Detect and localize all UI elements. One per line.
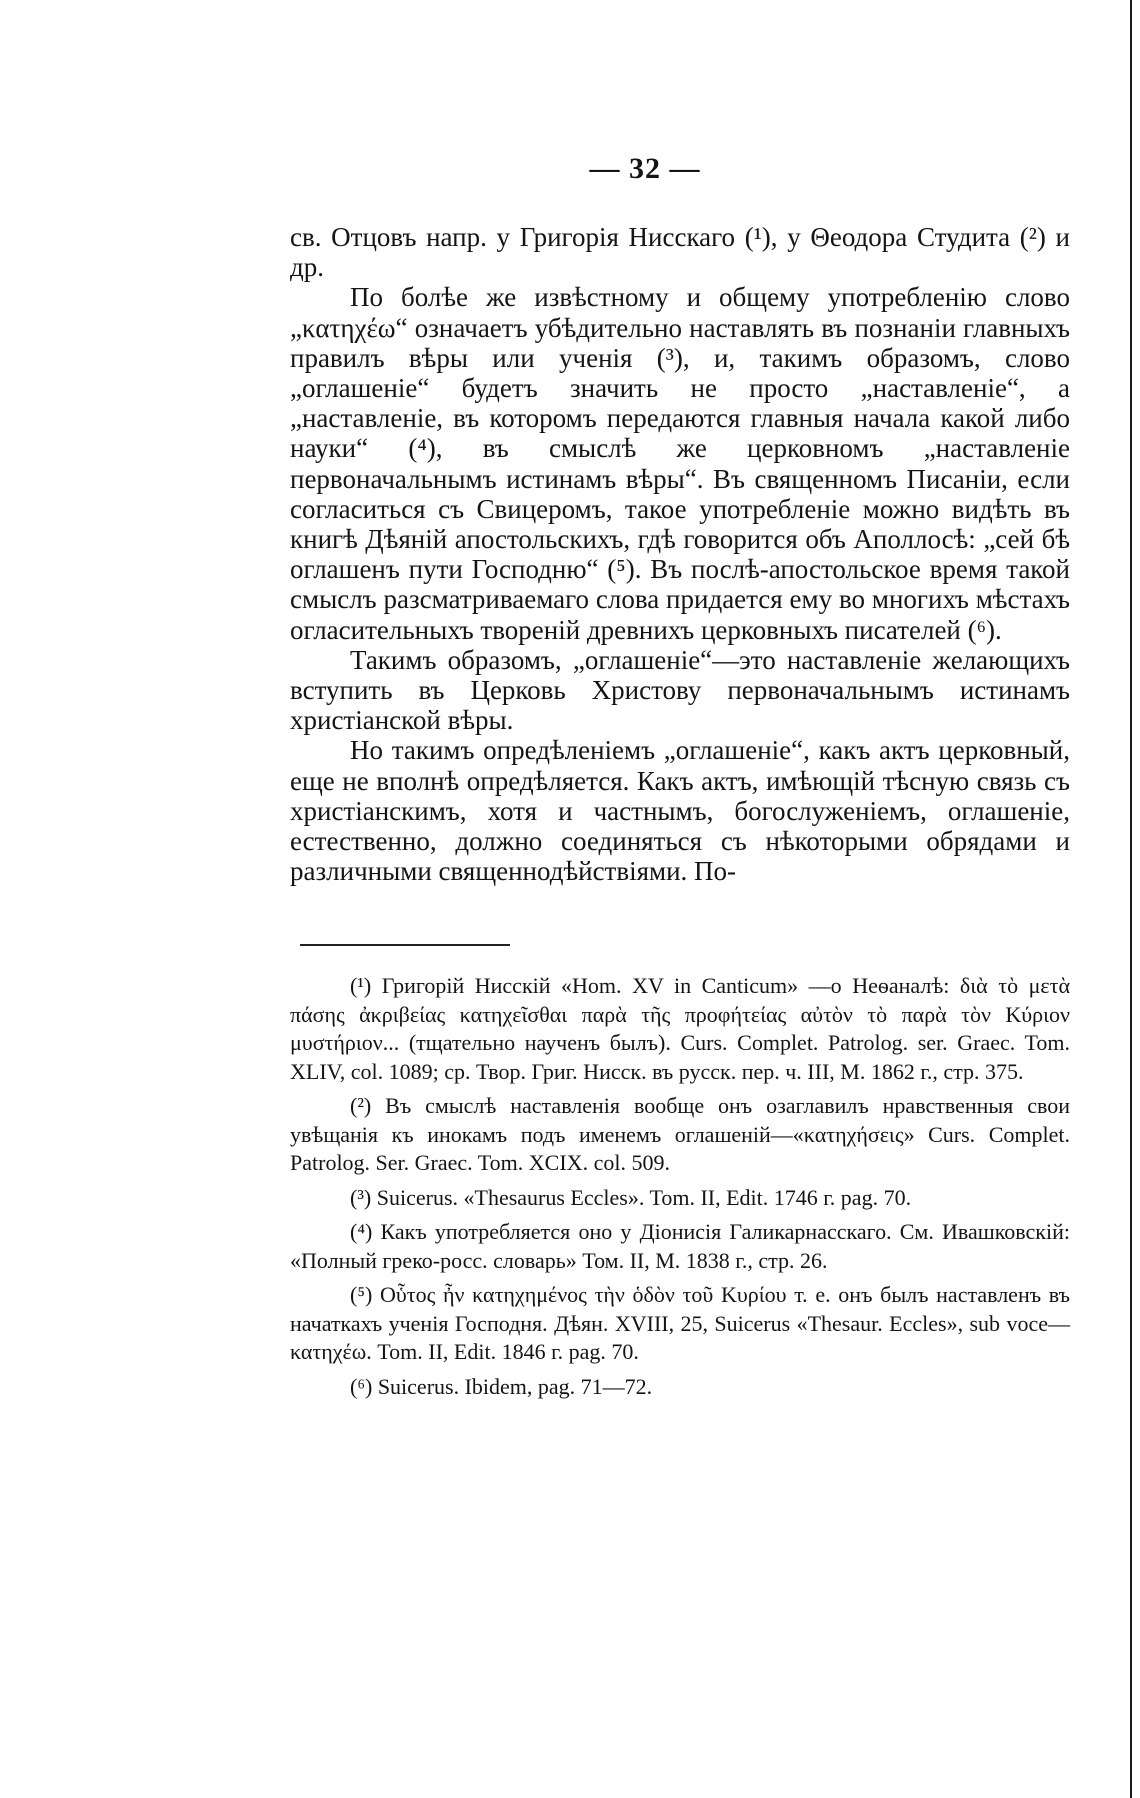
footnote-6: (⁶) Suicerus. Ibidem, pag. 71—72. [350, 1373, 653, 1399]
footnotes [290, 972, 1070, 1407]
paragraph-2: По болѣе же извѣстному и общему употребленію слово „κατηχέω“ означаетъ убѣдительно наставлять въ познаніи главныхъ правилъ вѣры или ученія (³), и, такимъ образомъ, слово „оглашеніе“ будетъ значить не просто „наставленіе“, а „наставленіе, въ которомъ передаются главныя начала какой либо науки“ (⁴), въ смыслѣ же церковномъ „наставленіе первоначальнымъ истинамъ вѣры“. Въ священномъ Писаніи, если согласиться съ Свицеромъ, такое употребленіе можно видѣть въ книгѣ Дѣяній апостольскихъ, гдѣ говорится объ Аполлосѣ: „сей бѣ оглашенъ пути Господню“ (⁵). Въ послѣ-апостольское время такой смыслъ разсматриваемаго слова придается ему во многихъ мѣстахъ огласительныхъ твореній древнихъ церковныхъ писателей (⁶). [290, 282, 1070, 645]
main-text [290, 222, 1070, 886]
footnote-divider [300, 944, 510, 946]
paragraph-4: Но такимъ опредѣленіемъ „оглашеніе“, какъ актъ церковный, еще не вполнѣ опредѣляется. Какъ актъ, имѣющій тѣсную связь съ христіанскимъ, хотя и частнымъ, богослуженіемъ, оглашеніе, естественно, должно соединяться съ нѣкоторыми обрядами и различными священнодѣйствіями. По- [290, 735, 1070, 887]
footnote-4: (⁴) Какъ употребляется оно у Діонисія Галикарнасскаго. См. Ивашковскій: «Полный греко-росс. словарь» Том. II, М. 1838 г., стр. 26. [290, 1219, 1070, 1273]
footnote-5: (⁵) Οὗτος ἦν κατηχημένος τὴν ὁδὸν τοῦ Κυρίου т. е. онъ былъ наставленъ въ начаткахъ ученія Господня. Дѣян. XVIII, 25, Suicerus «Thesaur. Eccles», sub voce—κατηχέω. Tom. II, Edit. 1846 г. pag. 70. [290, 1282, 1070, 1364]
page-edge-line [1130, 0, 1132, 1798]
page-number: — 32 — [589, 152, 701, 185]
footnote-2: (²) Въ смыслѣ наставленія вообще онъ озаглавилъ нравственныя свои увѣщанія къ инокамъ подъ именемъ оглашеній—«κατηχήσεις» Curs. Complet. Patrolog. Ser. Graec. Tom. XCIX. col. 509. [290, 1093, 1070, 1175]
paragraph-1: св. Отцовъ напр. у Григорія Нисскаго (¹), у Θеодора Студита (²) и др. [290, 222, 1070, 283]
footnote-1: (¹) Григорій Нисскій «Hom. XV in Canticum» —о Неѳаналѣ: διὰ τὸ μετὰ πάσης ἀκριβείας κατηχεῖσθαι παρὰ τῆς προφήτείας αὐτὸν τὸ παρὰ τὸν Κύριον μυστήριον... (тщательно наученъ былъ). Curs. Complet. Patrolog. ser. Graec. Tom. XLIV, col. 1089; ср. Твор. Григ. Нисск. въ русск. пер. ч. III, М. 1862 г., стр. 375. [290, 973, 1070, 1084]
paragraph-3: Такимъ образомъ, „оглашеніе“—это наставленіе желающихъ вступить въ Церковь Христову первоначальнымъ истинамъ христіанской вѣры. [290, 644, 1070, 736]
footnote-3: (³) Suicerus. «Thesaurus Eccles». Tom. II, Edit. 1746 г. pag. 70. [350, 1184, 912, 1210]
